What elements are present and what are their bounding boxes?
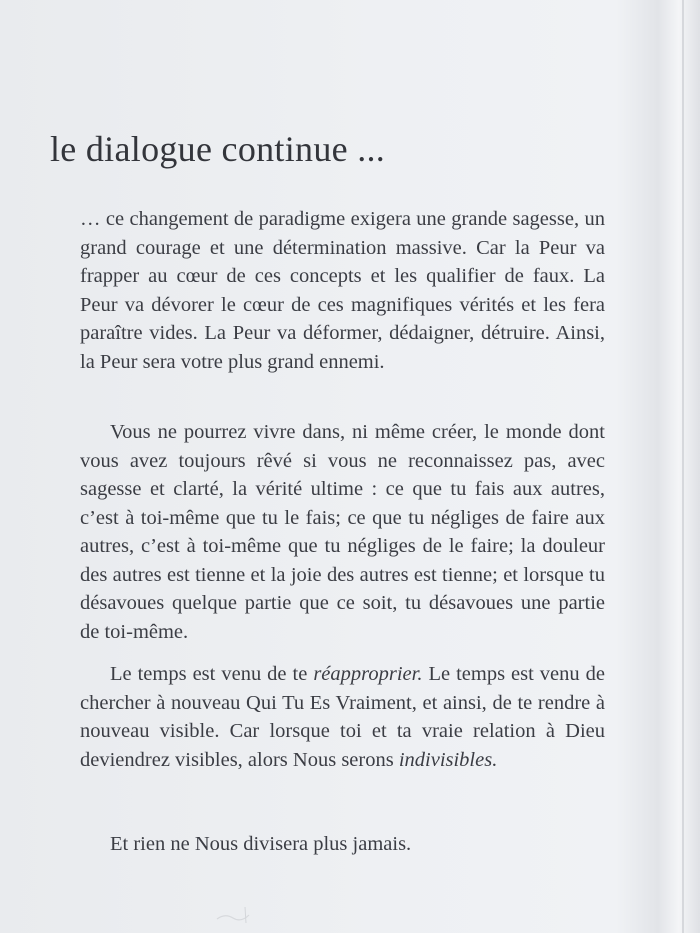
chapter-title: le dialogue continue ... xyxy=(50,129,386,169)
paragraph-1: … ce changement de paradigme exigera une grande sagesse, un grand courage et une détermination massive. Car la Peur va frapper au cœur de ces concepts et les qualifier de faux. La Peur va dévorer le cœur de ces magnifiques vérités et les fera paraître vides. La Peur va déformer, dédaigner, détruire. Ainsi, la Peur sera votre plus grand ennemi. xyxy=(80,208,605,373)
paragraph-3 xyxy=(80,660,605,774)
paragraph-4: Et rien ne Nous divisera plus jamais. xyxy=(110,833,412,855)
paragraph-2: Vous ne pourrez vivre dans, ni même créer, le monde dont vous avez toujours rêvé si vous ne reconnaissez pas, avec sagesse et clarté, la vérité ultime : ce que tu fais aux autres, c’est à toi-même que tu le fais; ce que tu négliges de faire aux autres, c’est à toi-même que tu négliges de le faire; la douleur des autres est tienne et la joie des autres est tienne; et lorsque tu désavoues quelque partie que ce soit, tu désavoues une partie de toi-même. xyxy=(80,421,605,643)
emphasis-indivisibles: indivisibles. xyxy=(398,748,498,771)
paragraph-3-text-a: Le temps est venu de te xyxy=(110,663,314,685)
page-edge xyxy=(682,0,684,933)
paragraph-3-text-b: Le temps est venu de chercher à nouveau Qui Tu Es Vraiment, et ainsi, de te rendre à nouveau visible. Car lorsque toi et ta vraie relation à Dieu deviendrez visibles, alors Nous serons xyxy=(80,663,605,771)
ink-smudge-decoration xyxy=(215,905,255,925)
emphasis-reapproprier: réapproprier. xyxy=(313,663,423,685)
